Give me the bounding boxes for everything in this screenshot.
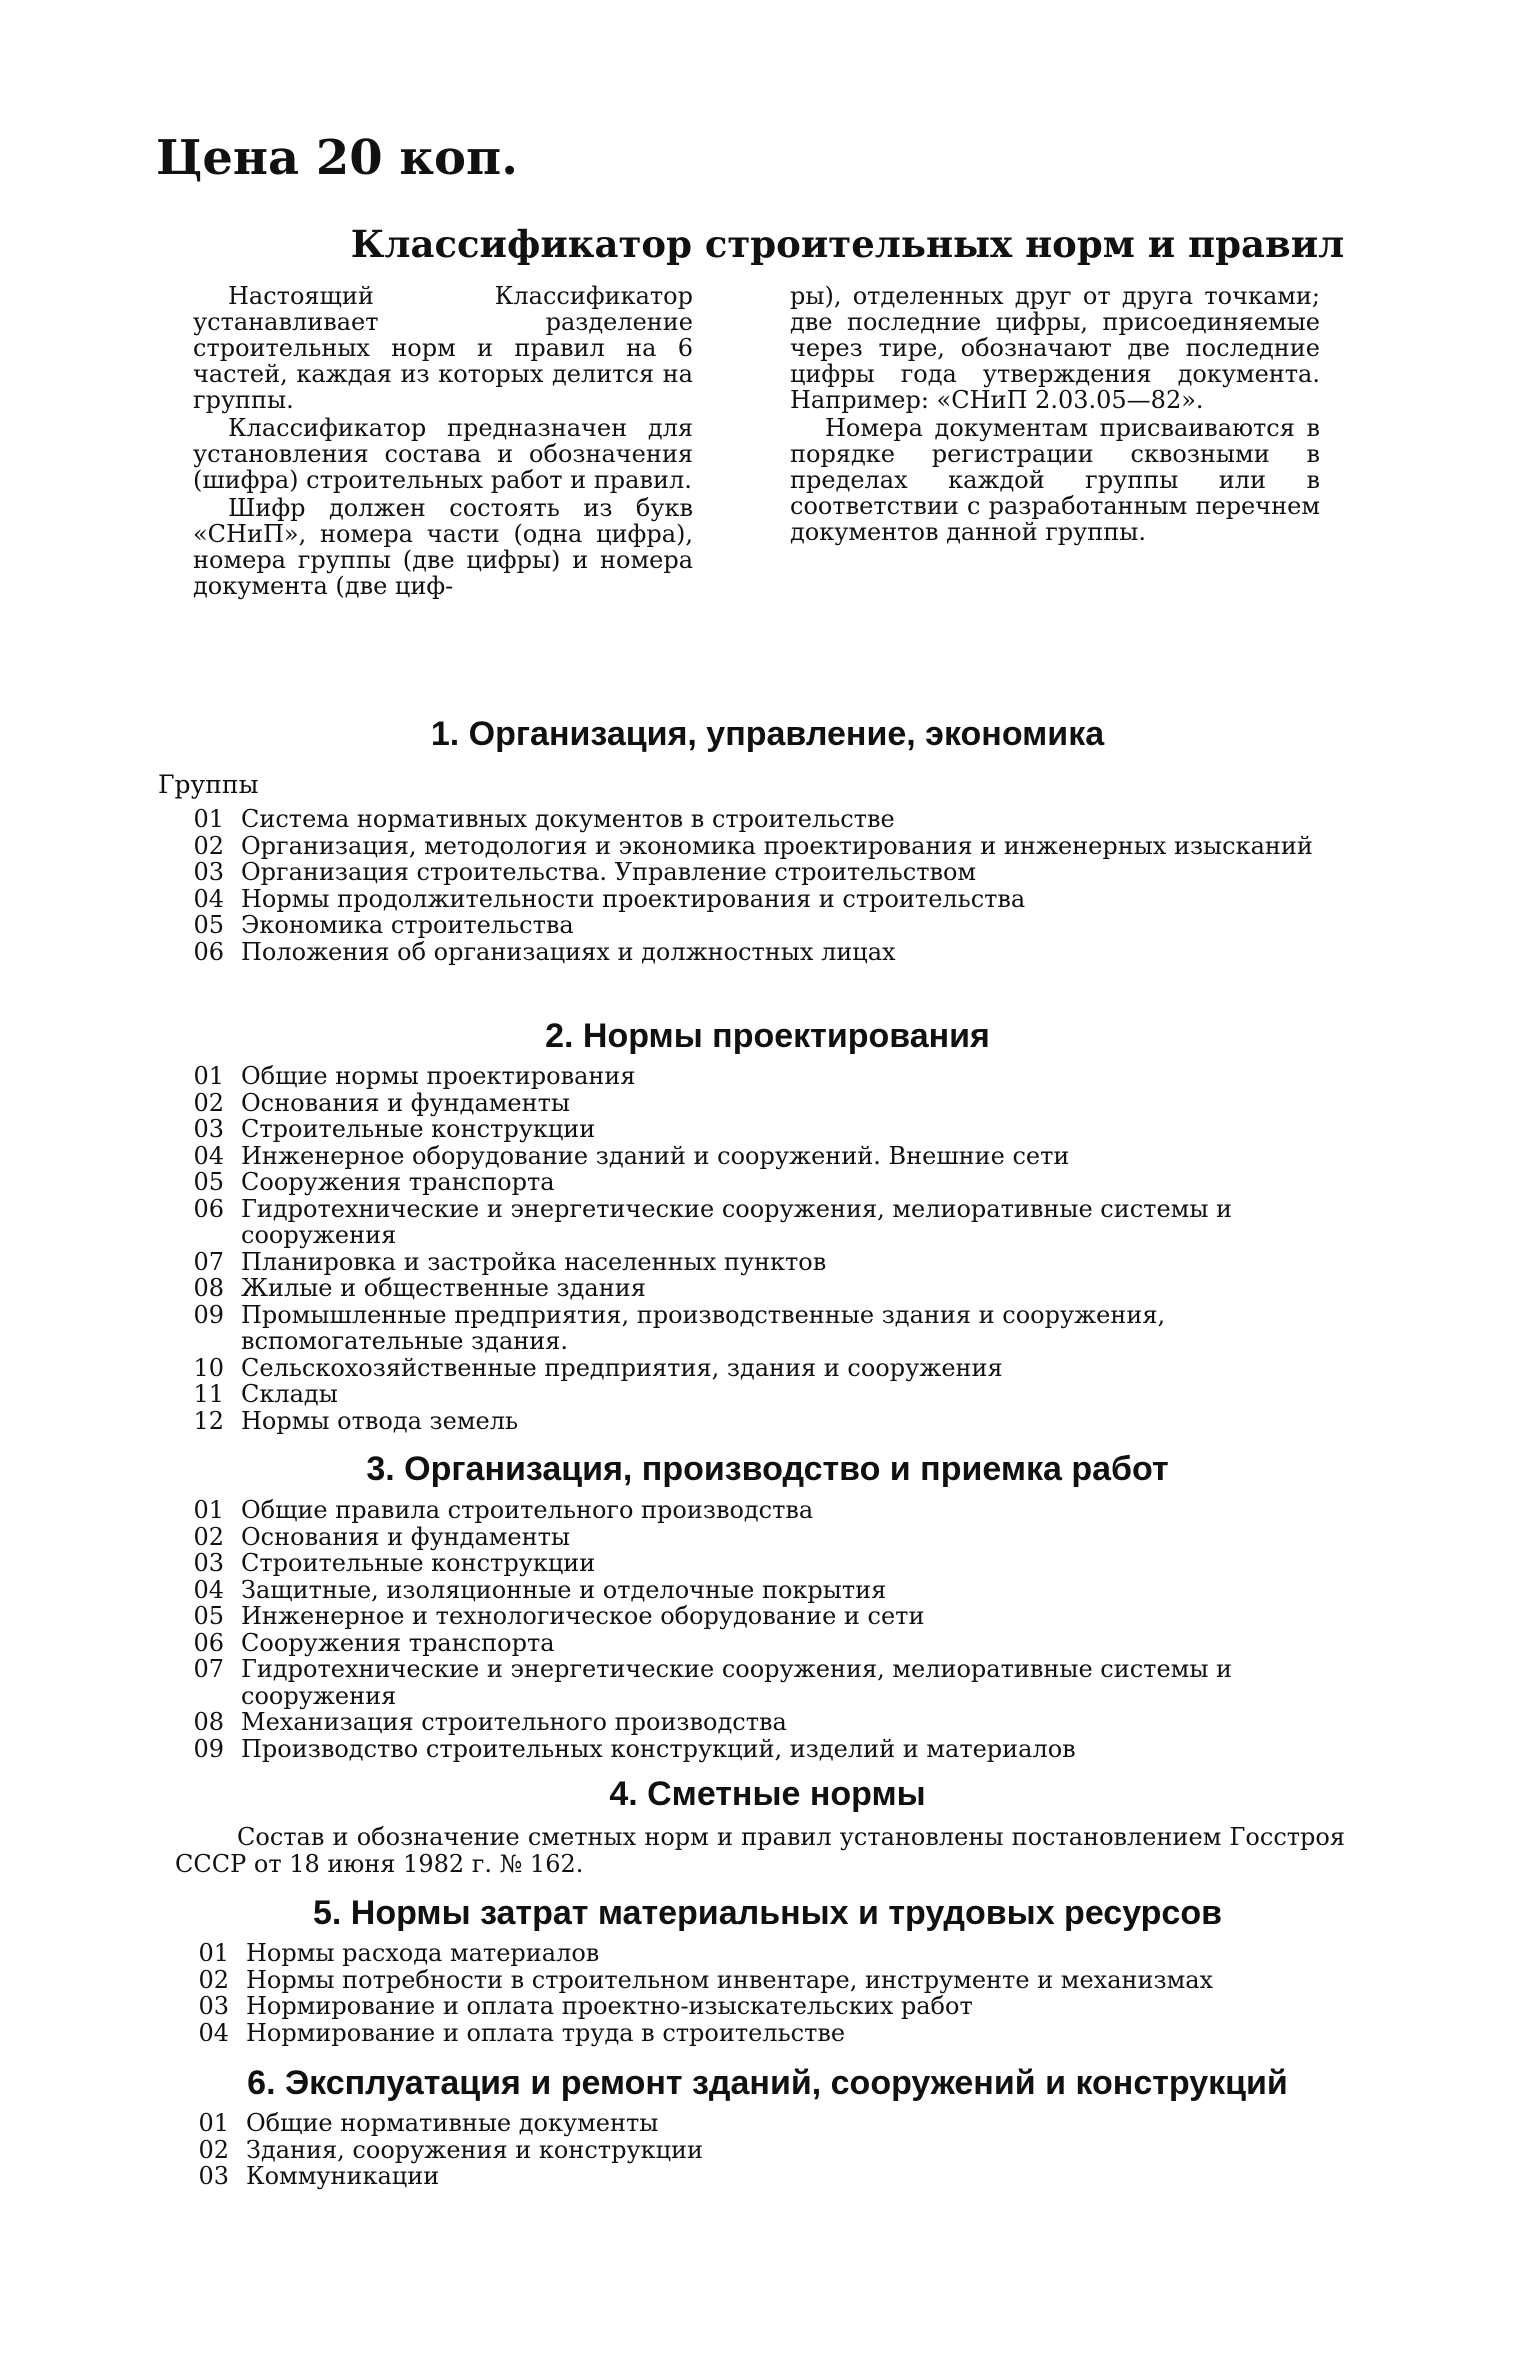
item-number: 04	[193, 1575, 224, 1604]
item-number: 03	[198, 1992, 229, 2020]
item-text: Основания и фундаменты	[241, 1522, 571, 1551]
list-item	[175, 806, 1355, 833]
list-item	[180, 1967, 1360, 1994]
item-text: Строительные конструкции	[241, 1115, 596, 1143]
list-item	[180, 2163, 1360, 2190]
item-number: 12	[193, 1406, 224, 1435]
item-text: Нормы продолжительности проектирования и строительства	[241, 884, 1026, 913]
list-item	[175, 939, 1355, 966]
item-number: 09	[193, 1300, 224, 1329]
list-item	[175, 1630, 1355, 1657]
item-number: 07	[193, 1247, 224, 1276]
item-number: 06	[193, 937, 224, 966]
item-number: 02	[193, 1088, 224, 1117]
section-title-1: 1. Организация, управление, экономика	[430, 715, 1105, 753]
item-number: 05	[193, 911, 224, 939]
item-number: 07	[193, 1655, 224, 1683]
item-text: Экономика строительства	[241, 911, 574, 939]
item-number: 02	[198, 2135, 229, 2164]
item-text: Положения об организациях и должностных лицах	[241, 937, 896, 966]
intro-paragraph: Классификатор предназначен для установления состава и обозначения (шифра) строительных работ и правил.	[193, 414, 693, 494]
item-number: 01	[198, 2109, 229, 2137]
list-item	[175, 1355, 1355, 1382]
list-item	[180, 2020, 1360, 2047]
intro-column-left	[193, 283, 693, 601]
list-item	[175, 1736, 1355, 1763]
list-item	[175, 1709, 1355, 1736]
item-text: Строительные конструкции	[241, 1549, 596, 1577]
item-text: Гидротехнические и энергетические сооружения, мелиоративные системы и сооружения	[241, 1655, 1233, 1710]
item-text: Сооружения транспорта	[241, 1168, 555, 1196]
list-item	[175, 1090, 1355, 1117]
list-item	[175, 1577, 1355, 1604]
item-number: 03	[193, 1115, 224, 1143]
item-text: Гидротехнические и энергетические сооружения, мелиоративные системы и сооружения	[241, 1194, 1233, 1249]
item-text: Инженерное оборудование зданий и сооружений. Внешние сети	[241, 1141, 1070, 1170]
item-text: Жилые и общественные здания	[241, 1274, 646, 1302]
item-text: Производство строительных конструкций, изделий и материалов	[241, 1734, 1076, 1763]
list-item	[175, 886, 1355, 913]
item-text: Общие нормы проектирования	[241, 1062, 636, 1090]
list-item	[175, 1302, 1355, 1355]
intro-paragraph: ры), отделенных друг от друга точками; две последние цифры, присоединяемые через тире, обозначают две последние цифры года утверждения документа. Например: «СНиП 2.03.05—82».	[790, 282, 1320, 414]
list-item	[175, 1275, 1355, 1302]
groups-label: Группы	[158, 770, 259, 799]
list-item	[175, 1381, 1355, 1408]
list-item	[180, 1993, 1360, 2020]
item-text: Общие правила строительного производства	[241, 1496, 814, 1524]
item-number: 02	[193, 831, 224, 860]
item-text: Организация, методология и экономика проектирования и инженерных изысканий	[241, 831, 1313, 860]
list-item	[175, 1408, 1355, 1435]
item-text: Система нормативных документов в строительстве	[241, 805, 895, 833]
list-item	[175, 859, 1355, 886]
section-title-5: 5. Нормы затрат материальных и трудовых ресурсов	[312, 1894, 1223, 1932]
item-text: Защитные, изоляционные и отделочные покрытия	[241, 1575, 887, 1604]
item-text: Планировка и застройка населенных пунктов	[241, 1247, 827, 1276]
item-text: Нормы отвода земель	[241, 1406, 519, 1435]
list-item	[175, 1116, 1355, 1143]
item-text: Механизация строительного производства	[241, 1708, 787, 1736]
intro-paragraph: Шифр должен состоять из букв «СНиП», номера части (одна цифра), номера группы (две цифры) и номера документа (две циф-	[193, 494, 693, 600]
page-title: Классификатор строительных норм и правил	[350, 222, 1345, 266]
item-text: Сооружения транспорта	[241, 1628, 555, 1657]
section-list-1	[175, 806, 1355, 965]
section-list-6	[180, 2110, 1360, 2190]
section-title-2: 2. Нормы проектирования	[545, 1017, 990, 1055]
item-number: 03	[193, 858, 224, 886]
list-item	[175, 1603, 1355, 1630]
list-item	[175, 1550, 1355, 1577]
intro-column-right	[790, 283, 1320, 547]
intro-paragraph: Номера документам присваиваются в порядке регистрации сквозными в пределах каждой группы или в соответствии с разработанным перечнем документов данной группы.	[790, 414, 1320, 546]
item-text: Коммуникации	[246, 2162, 440, 2190]
item-number: 05	[193, 1168, 224, 1196]
section-list-2	[175, 1063, 1355, 1434]
item-text: Нормирование и оплата проектно-изыскательских работ	[246, 1992, 973, 2020]
list-item	[180, 2137, 1360, 2164]
list-item	[175, 1249, 1355, 1276]
item-text: Промышленные предприятия, производственные здания и сооружения, вспомогательные здания.	[241, 1300, 1166, 1355]
item-number: 05	[193, 1602, 224, 1630]
item-number: 04	[193, 1141, 224, 1170]
item-text: Нормирование и оплата труда в строительстве	[246, 2018, 846, 2047]
item-number: 01	[193, 805, 224, 833]
item-text: Основания и фундаменты	[241, 1088, 571, 1117]
item-number: 11	[193, 1380, 224, 1408]
item-number: 01	[198, 1939, 229, 1967]
item-number: 01	[193, 1062, 224, 1090]
list-item	[175, 912, 1355, 939]
item-text: Инженерное и технологическое оборудование и сети	[241, 1602, 925, 1630]
list-item	[180, 2110, 1360, 2137]
section-list-3	[175, 1497, 1355, 1762]
list-item	[175, 1196, 1355, 1249]
item-text: Организация строительства. Управление строительством	[241, 858, 977, 886]
item-text: Здания, сооружения и конструкции	[246, 2135, 703, 2164]
item-text: Склады	[241, 1380, 338, 1408]
item-number: 04	[193, 884, 224, 913]
item-number: 03	[198, 2162, 229, 2190]
estimate-norms-note: Состав и обозначение сметных норм и правил установлены постановлением Госстроя СССР от 18 июня 1982 г. № 162.	[175, 1823, 1345, 1878]
item-number: 04	[198, 2018, 229, 2047]
item-number: 06	[193, 1628, 224, 1657]
item-number: 02	[193, 1522, 224, 1551]
item-text: Нормы потребности в строительном инвентаре, инструменте и механизмах	[246, 1965, 1214, 1994]
list-item	[175, 1143, 1355, 1170]
section-list-5	[180, 1940, 1360, 2046]
section-title-6: 6. Эксплуатация и ремонт зданий, сооружений и конструкций	[247, 2064, 1288, 2102]
list-item	[175, 1063, 1355, 1090]
list-item	[175, 1524, 1355, 1551]
list-item	[180, 1940, 1360, 1967]
intro-paragraph: Настоящий Классификатор устанавливает разделение строительных норм и правил на 6 частей, каждая из которых делится на группы.	[193, 282, 693, 414]
item-number: 02	[198, 1965, 229, 1994]
item-text: Нормы расхода материалов	[246, 1939, 600, 1967]
item-number: 01	[193, 1496, 224, 1524]
item-number: 09	[193, 1734, 224, 1763]
item-number: 03	[193, 1549, 224, 1577]
section-title-3: 3. Организация, производство и приемка работ	[366, 1450, 1169, 1488]
price-label: Цена 20 коп.	[156, 130, 518, 186]
item-number: 06	[193, 1194, 224, 1223]
list-item	[175, 1656, 1355, 1709]
list-item	[175, 833, 1355, 860]
list-item	[175, 1169, 1355, 1196]
item-text: Общие нормативные документы	[246, 2109, 659, 2137]
list-item	[175, 1497, 1355, 1524]
section-title-4: 4. Сметные нормы	[609, 1775, 926, 1813]
item-text: Сельскохозяйственные предприятия, здания и сооружения	[241, 1353, 1003, 1382]
item-number: 10	[193, 1353, 224, 1382]
item-number: 08	[193, 1274, 224, 1302]
item-number: 08	[193, 1708, 224, 1736]
